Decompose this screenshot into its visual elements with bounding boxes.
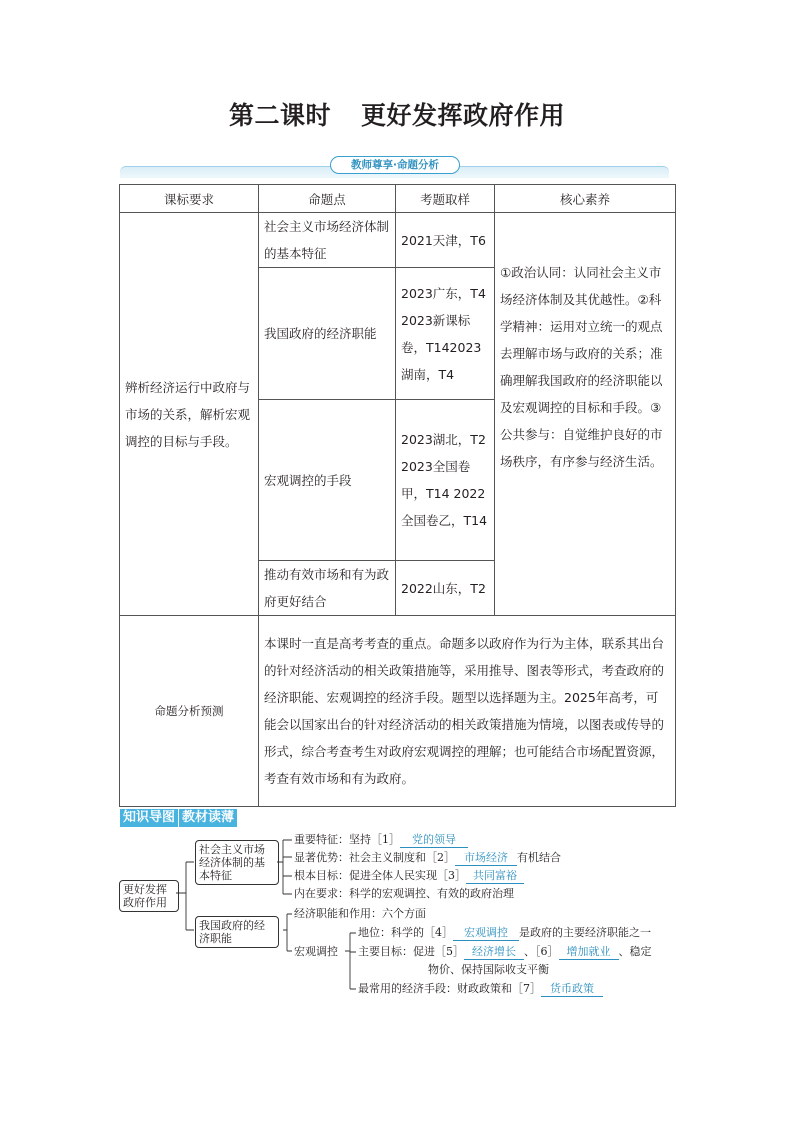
header-cell: 命题点 [259, 185, 396, 213]
tab-knowledge-map: 知识导图 [120, 809, 178, 827]
mindmap-item: 最常用的经济手段：财政政策和［7］ 货币政策 [358, 982, 603, 997]
mindmap-branch-market: 社会主义市场经济体制的基本特征 [195, 840, 279, 885]
requirement-cell: 辨析经济运行中政府与市场的关系，解析宏观调控的目标与手段。 [120, 213, 259, 616]
header-cell: 核心素养 [495, 185, 676, 213]
sample-cell: 2023湖北，T2 2023全国卷甲，T14 2022全国卷乙，T14 [396, 400, 495, 561]
forecast-cell: 本课时一直是高考考查的重点。命题多以政府作为行为主体，联系其出台的针对经济活动的相关政策措施等，采用推导、图表等形式，考查政府的经济职能、宏观调控的经济手段。题型以选择题为主。2025年高考，可能会以国家出台的针对经济活动的相关政策措施为情境，以图表或传导的形式，综合考查考生对政府宏观调控的理解；也可能结合市场配置资源，考查有效市场和有为政府。 [259, 616, 676, 807]
sample-cell: 2022山东，T2 [396, 561, 495, 616]
mindmap-item: 主要目标：促进［5］ 经济增长 、［6］ 增加就业 、稳定 [358, 945, 652, 958]
literacy-cell: ①政治认同：认同社会主义市场经济体制及其优越性。②科学精神：运用对立统一的观点去理解市场与政府的关系；准确理解我国政府的经济职能以及宏观调控的目标和手段。③公共参与：自觉维护良好的市场秩序，有序参与经济生活。 [495, 213, 676, 616]
header-cell: 课标要求 [120, 185, 259, 213]
mindmap-item: 经济职能和作用：六个方面 [294, 907, 426, 920]
point-cell: 宏观调控的手段 [259, 400, 396, 561]
mindmap-item: 重要特征：坚持［1］ 党的领导 [294, 833, 468, 848]
mindmap-root: 更好发挥政府作用 [119, 880, 179, 912]
tab-textbook: 教材读薄 [179, 809, 237, 827]
point-cell: 社会主义市场经济体制的基本特征 [259, 213, 396, 268]
title-part-2: 更好发挥政府作用 [361, 101, 566, 130]
sample-cell: 2021天津，T6 [396, 213, 495, 268]
mindmap-item: 地位：科学的［4］ 宏观调控 是政府的主要经济职能之一 [358, 926, 651, 939]
mindmap-item: 根本目标：促进全体人民实现［3］ 共同富裕 [294, 869, 524, 884]
mindmap-branch-government: 我国政府的经济职能 [195, 916, 279, 948]
banner-label: 教师尊享·命题分析 [330, 156, 460, 174]
point-cell: 我国政府的经济职能 [259, 268, 396, 400]
answer-5: 经济增长 [464, 945, 524, 960]
answer-1: 党的领导 [400, 833, 468, 848]
mindmap-item: 物价、保持国际收支平衡 [428, 963, 549, 976]
title-part-1: 第二课时 [228, 101, 331, 130]
answer-2: 市场经济 [455, 851, 517, 866]
mindmap-item: 内在要求：科学的宏观调控、有效的政府治理 [294, 887, 514, 900]
header-cell: 考题取样 [396, 185, 495, 213]
mindmap-subbranch: 宏观调控 [294, 945, 338, 958]
answer-3: 共同富裕 [466, 869, 524, 884]
sample-cell: 2023广东，T4 2023新课标卷，T142023湖南，T4 [396, 268, 495, 400]
answer-7: 货币政策 [541, 982, 603, 997]
forecast-label-cell: 命题分析预测 [120, 616, 259, 807]
mindmap-item: 显著优势：社会主义制度和［2］ 市场经济 有机结合 [294, 851, 561, 864]
answer-6: 增加就业 [559, 945, 619, 960]
point-cell: 推动有效市场和有为政府更好结合 [259, 561, 396, 616]
answer-4: 宏观调控 [453, 926, 519, 941]
